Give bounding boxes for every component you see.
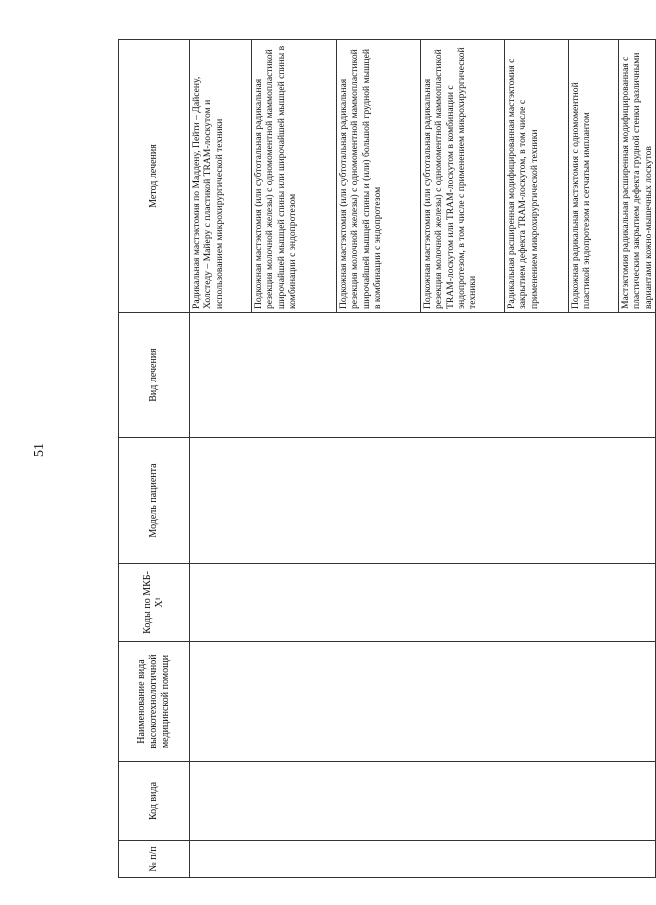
treatment-table	[118, 40, 654, 878]
cell-treatment-type	[190, 313, 656, 438]
cell-method-5: Радикальная расширенная модифицированная мастэктомия с закрытием дефекта TRAM-лоскутом, в том числе с применением микрохирургической техники	[505, 40, 569, 313]
cell-mkb	[190, 564, 656, 642]
cell-code	[190, 762, 656, 841]
cell-method-1: Радикальная мастэктомия по Маддену, Пейти – Дайсену, Холстеду – Майеру с пластикой TRAM-лоскутом и использованием микрохирургической техники	[190, 40, 252, 313]
table-header-row	[119, 40, 190, 878]
table-row	[190, 40, 252, 878]
cell-method-3: Подкожная мастэктомия (или субтотальная радикальная резекция молочной железы) с одномоментной маммопластикой широчайшей мышцей спины и (или) большой грудной мышцей в комбинации с эндопротезом	[337, 40, 421, 313]
header-treatment-type: Вид лечения	[119, 313, 190, 438]
cell-method-7: Мастэктомия радикальная расширенная модифицированная с пластическим закрытием дефекта грудной стенки различными вариантами кожно-мышечных лоскутов	[619, 40, 656, 313]
cell-method-4: Подкожная мастэктомия (или субтотальная радикальная резекция молочной железы) с одномоментной маммопластикой TRAM-лоскутом или TRAM-лоскутом в комбинации с эндопротезом, в том числе с применением микрохирургической техники	[421, 40, 505, 313]
cell-num	[190, 841, 656, 878]
header-code: Код вида	[119, 762, 190, 841]
header-num: № п/п	[119, 841, 190, 878]
cell-method-2: Подкожная мастэктомия (или субтотальная радикальная резекция молочной железы) с одномоментной маммопластикой широчайшей мышцей спины или широчайшей мышцей спины в комбинации с эндопротезом	[252, 40, 337, 313]
header-model: Модель пациента	[119, 438, 190, 564]
cell-name	[190, 642, 656, 762]
page-number: 51	[32, 443, 47, 457]
header-mkb: Коды по МКБ-X¹	[119, 564, 190, 642]
header-method: Метод лечения	[119, 40, 190, 313]
header-name: Наименование вида высокотехнологичной медицинской помощи	[119, 642, 190, 762]
cell-model	[190, 438, 656, 564]
cell-method-6: Подкожная радикальная мастэктомия с одномоментной пластикой эндопротезом и сетчатым имплантом	[569, 40, 619, 313]
